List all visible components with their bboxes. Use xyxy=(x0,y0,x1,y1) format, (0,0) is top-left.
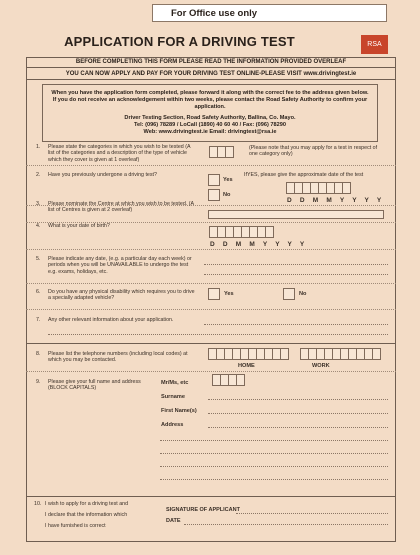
date-label: DATE xyxy=(166,518,181,524)
row-divider xyxy=(26,309,396,310)
signature-date-line[interactable] xyxy=(184,524,388,525)
home-phone-input[interactable] xyxy=(208,348,288,360)
address-line-3[interactable] xyxy=(160,453,388,454)
q3-number: 3. xyxy=(36,201,41,207)
q6-yes-checkbox[interactable] xyxy=(208,288,220,300)
q2-no-label: No xyxy=(223,192,231,198)
q6-text: Do you have any physical disability which requires you to drive a specially adapted vehicle? xyxy=(48,289,195,302)
q7-number: 7. xyxy=(36,317,41,323)
form-title: APPLICATION FOR A DRIVING TEST xyxy=(64,34,295,49)
other-info-line[interactable] xyxy=(48,334,388,335)
rsa-logo: RSA xyxy=(361,35,388,54)
info-box xyxy=(42,84,378,142)
q7-text: Any other relevant information about your application. xyxy=(48,317,174,323)
office-use-box xyxy=(152,4,387,22)
first-name-input[interactable] xyxy=(208,413,388,414)
online-notice: YOU CAN NOW APPLY AND PAY FOR YOUR DRIVING TEST ONLINE-PLEASE VISIT www.drivingtest.ie xyxy=(65,71,357,77)
date-of-birth-input[interactable] xyxy=(209,226,273,238)
divider xyxy=(26,79,396,80)
category-input[interactable] xyxy=(209,146,233,158)
q1-number: 1. xyxy=(36,144,41,150)
q2-yes-label: Yes xyxy=(223,177,233,183)
test-centre-input[interactable] xyxy=(208,210,384,219)
q6-yes-label: Yes xyxy=(224,291,234,297)
address-line-5[interactable] xyxy=(160,479,388,480)
address-line-2[interactable] xyxy=(160,440,388,441)
row-divider xyxy=(26,165,396,166)
q6-no-label: No xyxy=(299,291,307,297)
declaration-line-1: I wish to apply for a driving test and xyxy=(45,501,129,507)
divider xyxy=(26,67,396,68)
q4-number: 4. xyxy=(36,223,41,229)
previous-test-date-input[interactable] xyxy=(286,182,350,194)
surname-label: Surname xyxy=(161,394,185,400)
q9-number: 9. xyxy=(36,379,41,385)
dob-format-hint: D D M M Y Y Y Y xyxy=(210,241,308,248)
q1-note: (Please note that you may apply for a test in respect of one category only) xyxy=(249,145,378,158)
q2-text: Have you previously undergone a driving test? xyxy=(48,172,157,178)
unavailable-line[interactable] xyxy=(204,274,388,275)
q1-text: Please state the categories in which you wish to be tested (A list of the categories and a description of the type of vehicle which they cover is given at 1 overleaf) xyxy=(48,144,191,163)
row-divider xyxy=(26,249,396,250)
surname-input[interactable] xyxy=(208,399,388,400)
q2-ifyes-text: IfYES, please give the approximate date of the test xyxy=(244,172,364,178)
read-overleaf-warning: BEFORE COMPLETING THIS FORM PLEASE READ THE INFORMATION PROVIDED OVERLEAF xyxy=(75,59,347,65)
address-line: Driver Testing Section, Road Safety Authority, Ballina, Co. Mayo. xyxy=(124,115,296,122)
q6-no-checkbox[interactable] xyxy=(283,288,295,300)
row-divider xyxy=(26,283,396,284)
office-use-label: For Office use only xyxy=(171,7,258,19)
address-label: Address xyxy=(161,422,184,428)
q2-no-checkbox[interactable] xyxy=(208,189,220,201)
section-divider xyxy=(26,343,396,344)
unavailable-line[interactable] xyxy=(204,264,388,265)
work-phone-input[interactable] xyxy=(300,348,380,360)
q5-number: 5. xyxy=(36,256,41,262)
q10-number: 10. xyxy=(34,501,42,507)
first-name-label: First Name(s) xyxy=(161,408,197,414)
work-phone-label: WORK xyxy=(312,363,330,369)
q6-number: 6. xyxy=(36,289,41,295)
q2-yes-checkbox[interactable] xyxy=(208,174,220,186)
q9-text: Please give your full name and address (BLOCK CAPITALS) xyxy=(48,379,141,392)
address-line-4[interactable] xyxy=(160,466,388,467)
other-info-line[interactable] xyxy=(204,324,388,325)
q2-number: 2. xyxy=(36,172,41,178)
phone-line: Tel: (096) 78289 / LoCall (1890) 40 60 40 / Fax: (096) 78290 xyxy=(134,122,286,129)
signature-label: SIGNATURE OF APPLICANT xyxy=(166,507,240,513)
q8-text: Please list the telephone numbers (including local codes) at which you may be contacted. xyxy=(48,351,188,364)
q3-text: Please nominate the Centre at which you wish to be tested. (A list of Centres is given at 2 overleaf) xyxy=(48,201,194,214)
declaration-line-3: I have furnished is correct xyxy=(45,523,106,529)
web-email-line: Web: www.drivingtest.ie Email: drivingtest@rsa.ie xyxy=(143,128,277,135)
row-divider xyxy=(26,371,396,372)
signature-line[interactable] xyxy=(236,513,388,514)
section-divider xyxy=(26,496,396,497)
date-format-hint: D D M M Y Y Y Y xyxy=(287,197,385,204)
title-input[interactable] xyxy=(212,374,244,386)
q5-text: Please indicate any date, (e.g. a particular day each week) or periods when you will be UNAVAILABLE to undergo the test e.g. exams, holidays, etc. xyxy=(48,256,192,275)
info-paragraph: When you have the application form completed, please forward it along with the correct fee to the address given below. If you do not receive an acknowledgement within two weeks, please contact the Road Safety Authority to confirm your application. xyxy=(51,90,369,110)
declaration-line-2: I declare that the information which xyxy=(45,512,128,518)
q8-number: 8. xyxy=(36,351,41,357)
title-label: Mr/Ms, etc xyxy=(161,380,189,386)
home-phone-label: HOME xyxy=(238,363,255,369)
address-line-1[interactable] xyxy=(208,427,388,428)
q4-text: What is your date of birth? xyxy=(48,223,110,229)
